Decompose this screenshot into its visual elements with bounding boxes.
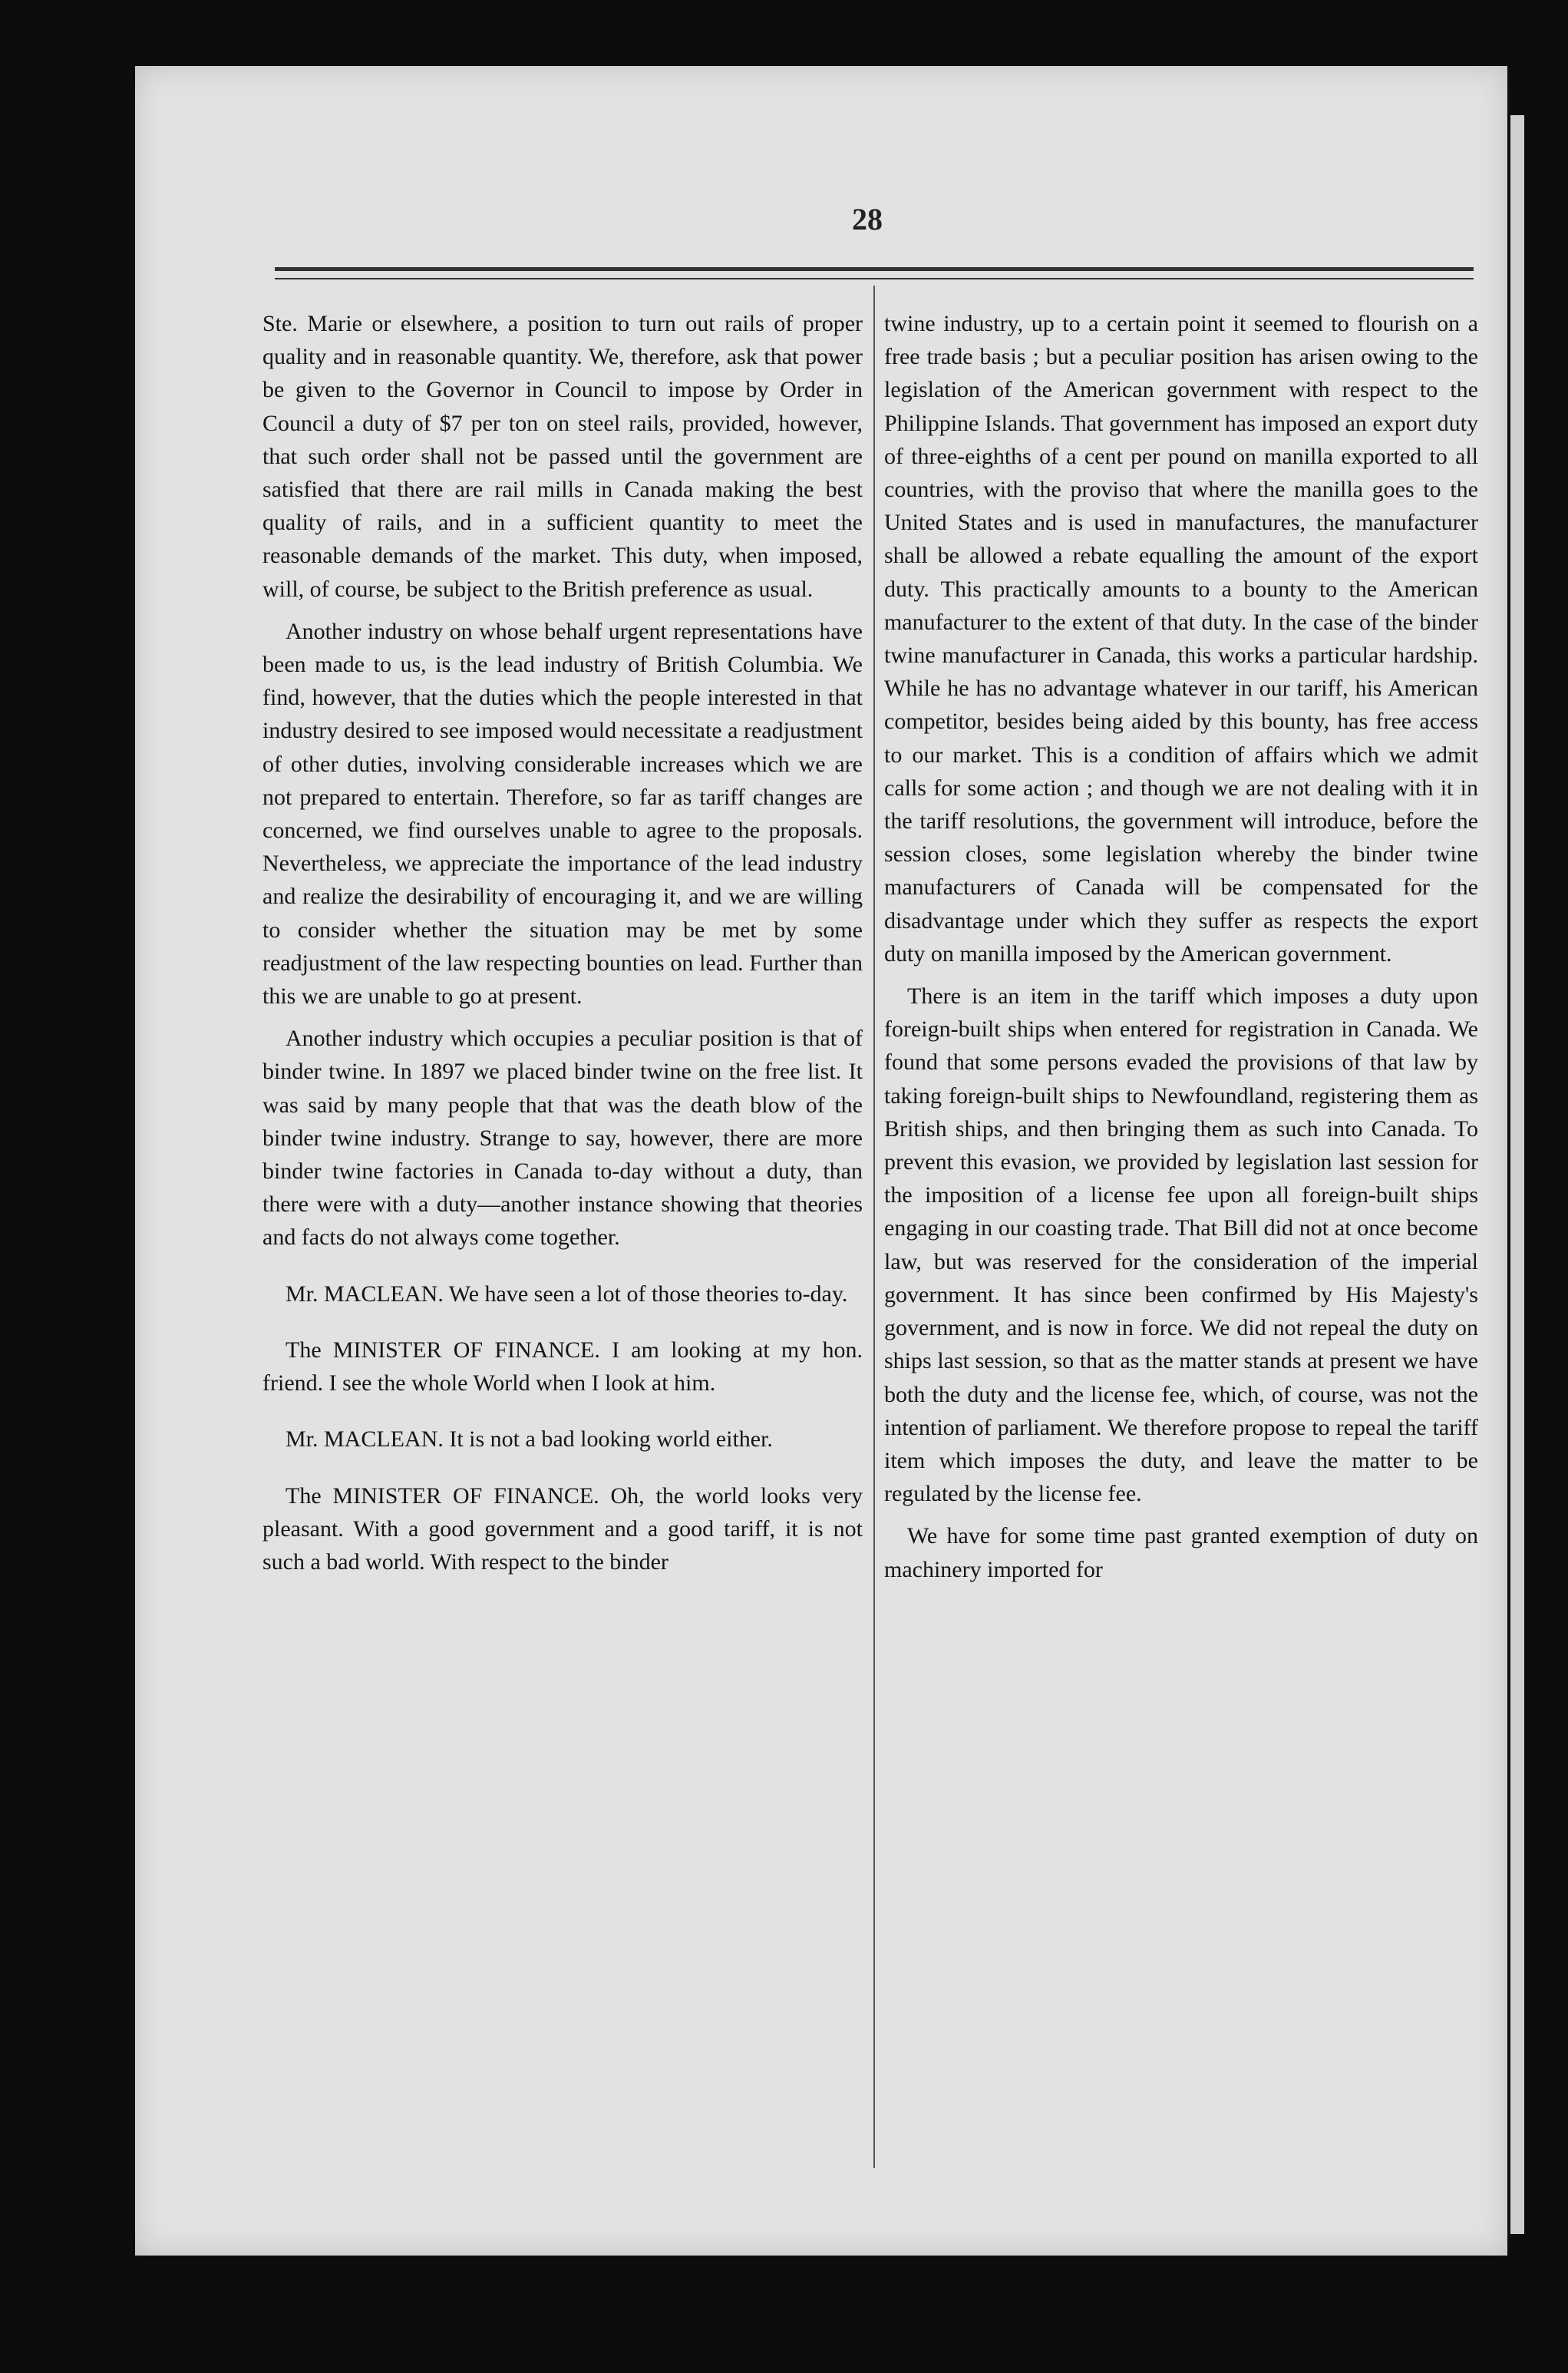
speech-maclean-2: Mr. MACLEAN. It is not a bad looking world either. [286, 1426, 773, 1453]
left-column [262, 307, 863, 1588]
paragraph-steel-rails: Ste. Marie or elsewhere, a position to turn out rails of proper quality and in reasonable quantity. We, therefore, ask that power be given to the Governor in Council to impose by Order in Council a duty of $7 per ton on steel rails, provided, however, that such order shall not be passed until the government are satisfied that there are rail mills in Canada making the best quality of rails, and in a sufficient quantity to meet the reasonable demands of the market. This duty, when imposed, will, of course, be subject to the British preference as usual. [262, 311, 863, 602]
facing-page-edge [1510, 115, 1524, 2234]
paragraph-binder-twine: Another industry which occupies a peculiar position is that of binder twine. In 1897 we placed binder twine on the free list. It was said by many people that that was the death blow of the binder twine industry. Strange to say, however, there are more binder twine factories in Canada to-day without a duty, than there were with a duty—another instance showing that theories and facts do not always come together. [262, 1026, 863, 1251]
paragraph-lead-industry: Another industry on whose behalf urgent representations have been made to us, is the lead industry of British Columbia. We find, however, that the duties which the people interested in that industry desired to see imposed would necessitate a readjustment of other duties, involving considerable increases which we are not prepared to entertain. Therefore, so far as tariff changes are concerned, we find ourselves unable to agree to the proposals. Nevertheless, we appreciate the importance of the lead industry and realize the desirability of encouraging it, and we are willing to consider whether the situation may be met by some readjustment of the law respecting bounties on lead. Further than this we are unable to go at present. [262, 618, 863, 1010]
column-divider [873, 286, 875, 2168]
right-column [884, 307, 1478, 1595]
page-number: 28 [852, 202, 883, 236]
speech-maclean-1: Mr. MACLEAN. We have seen a lot of those theories to-day. [286, 1281, 848, 1307]
speech-minister-2: The MINISTER OF FINANCE. Oh, the world looks very pleasant. With a good government and a good tariff, it is not such a bad world. With respect to the binder [262, 1482, 863, 1575]
header-rule-thick [275, 267, 1474, 271]
paragraph-machinery: We have for some time past granted exemption of duty on machinery imported for [884, 1523, 1478, 1582]
header-rule-thin [275, 278, 1474, 279]
speech-minister-1: The MINISTER OF FINANCE. I am looking at my hon. friend. I see the whole World when I look at him. [262, 1337, 863, 1396]
paragraph-foreign-ships: There is an item in the tariff which imposes a duty upon foreign-built ships when entered for registration in Canada. We found that some persons evaded the provisions of that law by taking foreign-built ships to Newfoundland, registering them as British ships, and then bringing them as such into Canada. To prevent this evasion, we provided by legislation last session for the imposition of a license fee upon all foreign-built ships engaging in our coasting trade. That Bill did not at once become law, but was reserved for the consideration of the imperial government. It has since been confirmed by His Majesty's government, and is now in force. We did not repeal the duty on ships last session, so that as the matter stands at present we have both the duty and the license fee, which, of course, was not the intention of parliament. We therefore propose to repeal the tariff item which imposes the duty, and leave the matter to be regulated by the license fee. [884, 983, 1478, 1507]
paragraph-twine-continued: twine industry, up to a certain point it seemed to flourish on a free trade basis ; but a peculiar position has arisen owing to the legislation of the American government with respect to the Philippine Islands. That government has imposed an export duty of three-eighths of a cent per pound on manilla exported to all countries, with the proviso that where the manilla goes to the United States and is used in manufactures, the manufacturer shall be allowed a rebate equalling the amount of the export duty. This practically amounts to a bounty to the American manufacturer to the extent of that duty. In the case of the binder twine manufacturer in Canada, this works a particular hardship. While he has no advantage whatever in our tariff, his American competitor, besides being aided by this bounty, has free access to our market. This is a condition of affairs which we admit calls for some action ; and though we are not dealing with it in the tariff resolutions, the government will introduce, before the session closes, some legislation whereby the binder twine manufacturers of Canada will be compensated for the disadvantage under which they suffer as respects the export duty on manilla imposed by the American government. [884, 311, 1478, 967]
